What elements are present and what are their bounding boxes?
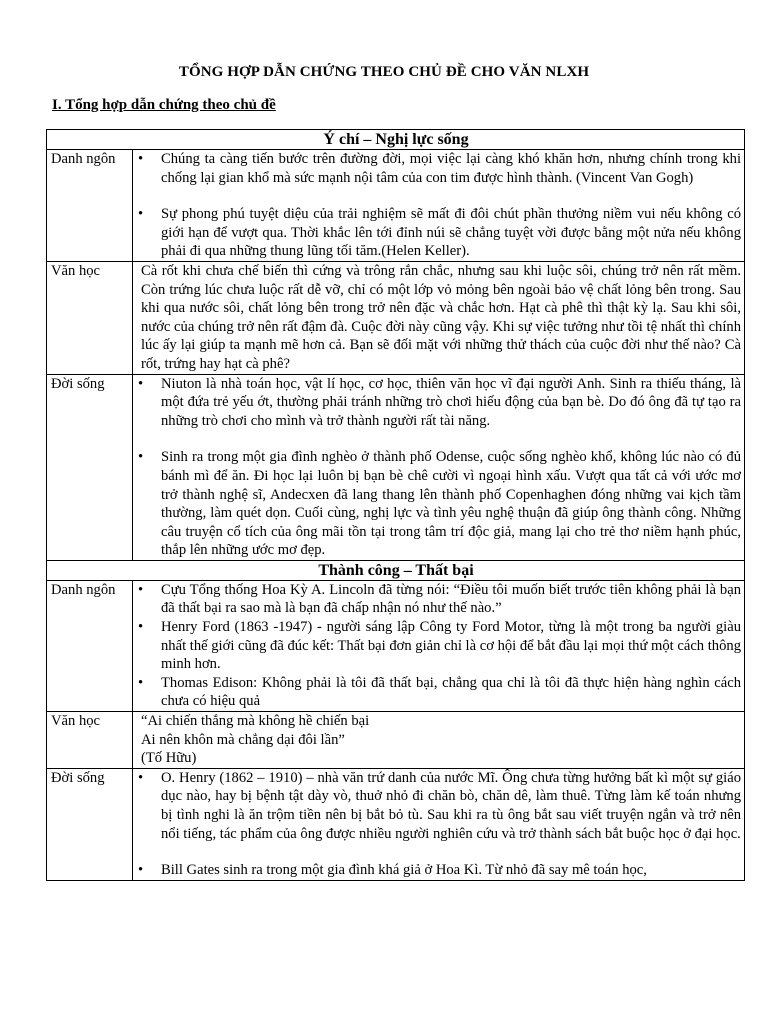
list-item: • Niuton là nhà toán học, vật lí học, cơ học, thiên văn học vĩ đại người Anh. Sinh ra thiếu tháng, là một đứa trẻ yếu ớt, thường phải tránh những trò chơi hiếu động của bạn bè. Do đó ông đã tự tạo ra những trò chơi cho mình và trở thành người rất tài năng. xyxy=(137,375,741,431)
document-title: TỔNG HỢP DẪN CHỨNG THEO CHỦ ĐỀ CHO VĂN NLXH xyxy=(178,64,590,80)
paragraph: Cà rốt khi chưa chế biến thì cứng và trông rắn chắc, nhưng sau khi luộc sôi, chúng trở nên rất mềm. Còn trứng lúc chưa luộc rất dễ vỡ, chỉ có một lớp vỏ mỏng bên ngoài bảo vệ chất lỏng bên trong. Sau khi qua nước sôi, chất lỏng bên trong trở nên đặc và chắc hơn. Hạt cà phê thì thật kỳ lạ. Sau khi sôi, nước của chúng trở nên rất đậm đà. Cuộc đời này cũng vậy. Khi sự việc tưởng như tồi tệ nhất thì chính lúc ấy lại giúp ta mạnh mẽ hơn cả. Bạn sẽ đối mặt với những thử thách của cuộc đời như thế nào? Cà rốt, trứng hay hạt cà phê? xyxy=(141,262,741,372)
table-row xyxy=(47,580,745,711)
category-label: Danh ngôn xyxy=(47,150,133,262)
bullet-list xyxy=(137,769,741,880)
evidence-table xyxy=(46,129,745,881)
bullet-list xyxy=(137,581,741,711)
content-cell xyxy=(133,580,745,711)
category-label: Danh ngôn xyxy=(47,580,133,711)
table-row xyxy=(47,712,745,769)
topic-header-row xyxy=(47,560,745,580)
category-label: Văn học xyxy=(47,261,133,374)
bullet-list xyxy=(137,375,741,560)
content-cell xyxy=(133,374,745,560)
topic-title: Thành công – Thất bại xyxy=(47,560,745,580)
section-heading: I. Tổng hợp dẫn chứng theo chủ đề xyxy=(52,97,276,113)
table-row xyxy=(47,768,745,880)
bullet-list xyxy=(137,150,741,261)
content-cell xyxy=(133,768,745,880)
table-row xyxy=(47,150,745,262)
table-row xyxy=(47,374,745,560)
poem-author: (Tố Hữu) xyxy=(141,750,197,767)
poem-line: “Ai chiến thắng mà không hề chiến bại xyxy=(141,713,370,730)
list-item: • Henry Ford (1863 -1947) - người sáng lập Công ty Ford Motor, từng là một trong ba người giàu nhất thế giới cũng đã đúc kết: Thất bại đơn giản chỉ là cơ hội để bắt đầu lại mọi thứ một cách thông minh hơn. xyxy=(137,618,741,674)
list-item: • Sinh ra trong một gia đình nghèo ở thành phố Odense, cuộc sống nghèo khổ, không lúc nào có đủ bánh mì để ăn. Đi học lại luôn bị bạn bè chê cười vì ngoại hình xấu. Vượt qua tất cả với ước mơ trở thành nghệ sĩ, Andecxen đã lang thang lên thành phố Copenhaghen đóng những vai kịch tầm thường, làm quét dọn. Cuối cùng, nghị lực và tình yêu nghệ thuận đã giúp ông thành công. Những câu truyện cổ tích của ông mãi tồn tại trong tâm trí độc giả, mang lại cho trẻ thơ niềm hạnh phúc, thắp lên những ước mơ đẹp. xyxy=(137,448,741,560)
list-item: • Chúng ta càng tiến bước trên đường đời, mọi việc lại càng khó khăn hơn, nhưng chính trong khi chống lại gian khổ mà sức mạnh nội tâm của con tim được hình thành. (Vincent Van Gogh) xyxy=(137,150,741,187)
table-row xyxy=(47,261,745,374)
category-label: Đời sống xyxy=(47,374,133,560)
list-item: • O. Henry (1862 – 1910) – nhà văn trứ danh của nước Mĩ. Ông chưa từng hưởng bất kì một sự giáo dục nào, hay bị bệnh tật dày vò, thuở nhỏ đi chăn bò, chăn dê, làm thuê. Từng làm kế toán nhưng bị tình nghi là ăn trộm tiền nên bị bắt bỏ tù. Sau khi ra tù ông bắt sau viết truyện ngắn và trở nên nổi tiếng, tác phẩm của ông được nhiều người nghiên cứu và trở thành sách bắt buộc học ở đại học. xyxy=(137,769,741,843)
content-cell xyxy=(133,150,745,262)
topic-title: Ý chí – Nghị lực sống xyxy=(47,130,745,150)
list-item: • Cựu Tổng thống Hoa Kỳ A. Lincoln đã từng nói: “Điều tôi muốn biết trước tiên không phải là bạn đã thất bại ra sao mà là bạn đã chấp nhận nó như thế nào.” xyxy=(137,581,741,618)
list-item: • Bill Gates sinh ra trong một gia đình khá giả ở Hoa Kì. Từ nhỏ đã say mê toán học, xyxy=(137,861,741,880)
topic-header-row xyxy=(47,130,745,150)
category-label: Văn học xyxy=(47,712,133,769)
poem-line: Ai nên khôn mà chẳng dại đôi lần” xyxy=(141,731,345,748)
list-item: • Thomas Edison: Không phải là tôi đã thất bại, chẳng qua chỉ là tôi đã thực hiện hàng nghìn cách chưa có hiệu quả xyxy=(137,674,741,711)
content-cell xyxy=(133,712,745,769)
list-item: • Sự phong phú tuyệt diệu của trải nghiệm sẽ mất đi đôi chút phần thưởng niềm vui nếu không có giới hạn để vượt qua. Thời khắc lên tới đỉnh núi sẽ chẳng tuyệt vời được bằng một nửa nếu không phải đi qua những thung lũng tối tăm.(Helen Keller). xyxy=(137,205,741,261)
content-cell xyxy=(133,261,745,374)
category-label: Đời sống xyxy=(47,768,133,880)
